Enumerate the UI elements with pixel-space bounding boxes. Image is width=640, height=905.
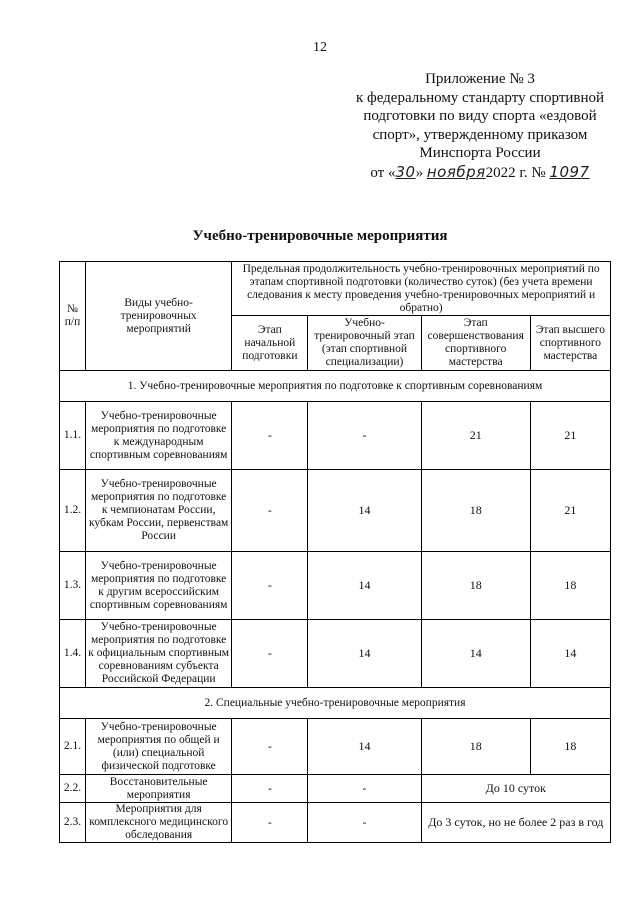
handwritten-order-number: 1097 xyxy=(549,162,590,181)
row-value: - xyxy=(232,620,308,688)
row-kind: Учебно-тренировочные мероприятия по подготовке к другим всероссийским спортивным соревнованиям xyxy=(86,552,232,620)
appendix-line: Приложение № 3 xyxy=(425,71,535,87)
appendix-line: к федеральному стандарту спортивной xyxy=(355,89,605,106)
row-value: 18 xyxy=(421,719,530,775)
row-value: - xyxy=(308,775,421,803)
appendix-date-line xyxy=(340,163,620,183)
row-number: 1.4. xyxy=(60,620,86,688)
row-number: 1.2. xyxy=(60,470,86,552)
header-stage: Этап совершенствования спортивного мастерства xyxy=(421,316,530,371)
row-kind: Учебно-тренировочные мероприятия по подготовке к чемпионатам России, кубкам России, первенствам России xyxy=(86,470,232,552)
handwritten-day: 30 xyxy=(395,162,416,181)
row-value: - xyxy=(232,775,308,803)
header-duration-group: Предельная продолжительность учебно-тренировочных мероприятий по этапам спортивной подготовки (количество суток) (без учета времени следования к месту проведения учебно-тренировочных мероприятий и обратно) xyxy=(232,262,611,316)
header-stage: Этап начальной подготовки xyxy=(232,316,308,371)
row-value: 14 xyxy=(308,620,421,688)
row-value: 14 xyxy=(308,719,421,775)
header-number: № п/п xyxy=(60,262,86,371)
appendix-line: подготовки по виду спорта «ездовой xyxy=(363,108,597,124)
row-number: 2.1. xyxy=(60,719,86,775)
row-value: 14 xyxy=(530,620,610,688)
row-value: - xyxy=(232,470,308,552)
row-value: 21 xyxy=(421,402,530,470)
page-number: 12 xyxy=(313,40,327,55)
date-year: 2022 г. № xyxy=(485,164,546,181)
header-stage: Учебно-тренировочный этап (этап спортивной специализации) xyxy=(308,316,421,371)
row-number: 2.3. xyxy=(60,803,86,843)
date-quote: » xyxy=(415,164,424,181)
date-prefix: от « xyxy=(370,164,396,181)
row-value: 21 xyxy=(530,470,610,552)
row-value: - xyxy=(308,402,421,470)
row-value: - xyxy=(308,803,421,843)
row-value: 14 xyxy=(308,470,421,552)
header-stage: Этап высшего спортивного мастерства xyxy=(530,316,610,371)
row-span-value: До 10 суток xyxy=(421,775,610,803)
row-value: 18 xyxy=(421,552,530,620)
row-number: 2.2. xyxy=(60,775,86,803)
section-title: 1. Учебно-тренировочные мероприятия по подготовке к спортивным соревнованиям xyxy=(60,371,611,402)
section-title: 2. Специальные учебно-тренировочные мероприятия xyxy=(60,688,611,719)
row-number: 1.3. xyxy=(60,552,86,620)
row-kind: Мероприятия для комплексного медицинского обследования xyxy=(86,803,232,843)
handwritten-month: ноября xyxy=(426,162,486,181)
row-value: 18 xyxy=(530,719,610,775)
row-value: 21 xyxy=(530,402,610,470)
row-kind: Восстановительные мероприятия xyxy=(86,775,232,803)
row-value: 14 xyxy=(308,552,421,620)
row-value: 14 xyxy=(421,620,530,688)
training-events-table xyxy=(59,261,611,843)
row-kind: Учебно-тренировочные мероприятия по подготовке к официальным спортивным соревнованиям субъекта Российской Федерации xyxy=(86,620,232,688)
row-number: 1.1. xyxy=(60,402,86,470)
row-span-value: До 3 суток, но не более 2 раз в год xyxy=(421,803,610,843)
row-value: 18 xyxy=(421,470,530,552)
header-kind: Виды учебно-тренировочных мероприятий xyxy=(86,262,232,371)
row-value: - xyxy=(232,803,308,843)
appendix-line: спорт», утвержденному приказом xyxy=(372,126,588,143)
appendix-line: Минспорта России xyxy=(419,145,541,161)
row-value: 18 xyxy=(530,552,610,620)
document-title: Учебно-тренировочные мероприятия xyxy=(192,228,448,244)
row-value: - xyxy=(232,719,308,775)
row-value: - xyxy=(232,402,308,470)
row-value: - xyxy=(232,552,308,620)
appendix-header xyxy=(340,70,620,182)
row-kind: Учебно-тренировочные мероприятия по общей и (или) специальной физической подготовке xyxy=(86,719,232,775)
row-kind: Учебно-тренировочные мероприятия по подготовке к международным спортивным соревнованиям xyxy=(86,402,232,470)
